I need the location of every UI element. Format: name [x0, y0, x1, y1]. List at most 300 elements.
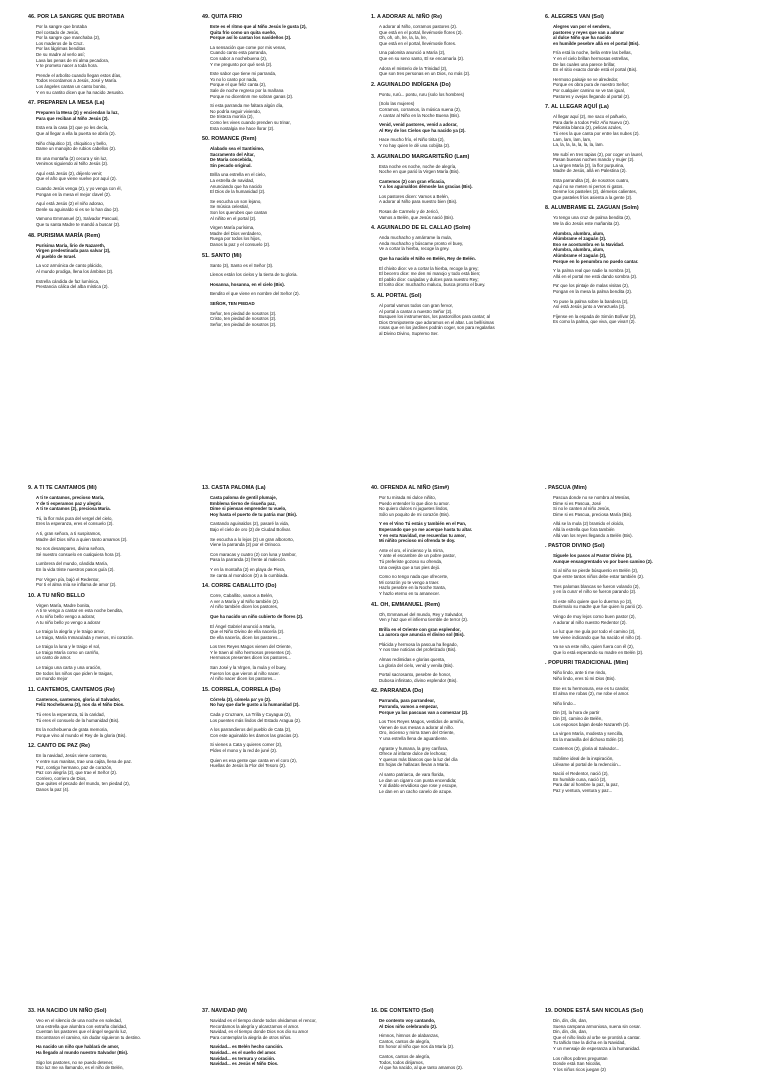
lyric-line: Quien es esa gente que canta en el coro (2), [210, 757, 297, 763]
lyric-line: Anda muchacho y búscame pronto el buey, [379, 240, 464, 246]
lyric-line: Ya se va este niño, quien fuera con él (2), [553, 644, 634, 650]
lyric-line: Los Tres Reyes Magos, vestidos de armiño, [379, 719, 465, 725]
lyric-line: Nació el Redentor, nació (2), [553, 771, 609, 777]
stanza [36, 629, 200, 640]
stanza [379, 303, 543, 337]
lyric-line: Todos, todos dirijamos, [379, 1059, 424, 1065]
lyric-line: al Divino Divino, Supremo Ser. [379, 330, 439, 336]
lyric-line: Por cualquier camino se ve tan igual, [553, 87, 625, 93]
stanza [553, 746, 717, 752]
song-title: 10. A TU NIÑO BELLO [28, 592, 85, 599]
lyric-line: Pascua donde no se nombra al Mesías, [553, 495, 631, 500]
lyric-line: Anda muchacho y amárrame la mula, [379, 235, 452, 241]
lyric-line: Una palomita anunció a María (2), [379, 50, 446, 56]
lyric-line: La virgen María (2), la flor purpurina, [553, 162, 625, 168]
lyric-line: Venid, venid pastores, venid a adorar, [379, 122, 458, 128]
lyric-line: Que está en el portal, llevémosle flores. [379, 40, 457, 46]
song [28, 100, 200, 228]
lyric-line: A ti, gran señora, a ti suspiramos, [36, 530, 102, 536]
lyric-line: Palomita blanca (2), pelicas azules, [553, 125, 623, 131]
song [202, 1008, 374, 1067]
lyric-line: Oro, incienso y mirra traen del Oriente, [379, 730, 455, 736]
lyric-line: El chivito dice: ve a cortar la hierba, recoge la grey; [379, 265, 479, 271]
song-title: 5. AL PORTAL (Sol) [371, 293, 422, 299]
stanza [210, 45, 374, 67]
lyric-line: Como no tengo nada que ofrecerte, [379, 574, 449, 580]
lyric-line: Tú eres la que canta por entre las nubes (2). [553, 130, 640, 136]
lyric-line: El Ángel Gabriel anunció a María, [210, 623, 276, 629]
lyric-line: En una montaña (2) cecura y sin luz, [36, 155, 108, 161]
lyric-line: A adorar al Niño para nuestro bien (Bis). [379, 199, 458, 205]
lyric-line: Y no hay quien le dé una cobijita (2). [379, 142, 451, 148]
stanza [553, 283, 717, 294]
song [202, 253, 374, 328]
lyric-line: Al llegar aquí (2), me saco el pañuelo, [553, 114, 627, 120]
lyric-line: No hay que darle gusto a la humanidad (2). [210, 702, 300, 708]
lyric-line: Adora el misterio de la Trinidad (2), [379, 65, 448, 71]
lyric-line: El becerro dice: me den mi manojo y todo está bien; [379, 271, 481, 277]
song-title: 48. PURISIMA MARÍA (Rem) [28, 232, 101, 239]
lyric-line: A ver a María y al Niño también (2). [210, 598, 280, 604]
lyric-line: Ese es tu hermosura, ese es tu candor, [553, 685, 630, 691]
stanza [36, 516, 200, 527]
lyric-line: Danos la paz (4). [36, 786, 70, 792]
lyric-line: Al niño también dicen los pastores, [210, 604, 279, 610]
stanza [553, 710, 717, 727]
lyric-line: En honor al niño que nos da María (2). [379, 1044, 455, 1050]
song [371, 293, 543, 337]
lyric-line: A adorar al niño nuestro Redentor (2). [553, 619, 627, 625]
stanza [553, 614, 717, 625]
lyric-line: Mi niñito precioso mi ofrenda te doy. [379, 538, 456, 544]
lyric-line: Corre, Caballito, vamos a Belén, [210, 593, 274, 599]
stanza [36, 712, 200, 723]
stanza [379, 612, 543, 623]
song [28, 485, 200, 588]
lyric-line: Pontu, rurú... pontu, ruru (solo los hombres) [379, 91, 465, 97]
column-3 [371, 485, 543, 799]
lyric-line: Al portal vamos todos con gran fervor, [379, 303, 453, 308]
stanza [379, 495, 543, 517]
lyric-line: Al pueblo de Israel. [36, 253, 77, 259]
song-title: 51. SANTO (Mi) [202, 252, 242, 259]
stanza [379, 1054, 543, 1071]
song [28, 593, 200, 682]
stanza [36, 125, 200, 136]
lyric-line: Eso luz me va llamando, es el niño de Belén, [36, 1065, 124, 1071]
page-row-1 [0, 14, 768, 469]
stanza [553, 756, 717, 767]
song [202, 583, 374, 682]
song [371, 1008, 543, 1071]
lyric-line: Hermoso paisaje se ve alrededor, [553, 76, 619, 82]
lyric-line: Por tu mirada mi dulce niñito, [379, 495, 436, 500]
lyric-line: Este es el ritmo que al Niño Jesús le gusta (2), [210, 24, 307, 29]
lyric-line: Le luz que me guía por todo el camino (2), [553, 629, 636, 635]
lyric-line: al dulce Niño que ha nacido [553, 35, 612, 41]
lyric-line: Suena campana armoniosa, suena sin cesar. [553, 1023, 641, 1029]
lyric-line: Siguele los pasos al Pastor Divino (2), [553, 553, 633, 559]
stanza [210, 225, 374, 247]
stanza [379, 92, 543, 98]
lyric-line: Din (3), la hora de partir [553, 710, 600, 716]
lyric-line: Fría está la noche, bella entre las bellas, [553, 50, 632, 56]
lyric-line: Si no le canten al niño Jesús, [553, 506, 611, 512]
stanza [210, 1018, 374, 1040]
lyric-line: Alumbra, alumbra, alum, [553, 247, 605, 253]
song [202, 485, 374, 578]
stanza [36, 141, 200, 152]
lyric-line: Le traigo la alegría y le traigo amor, [36, 629, 105, 635]
lyric-line: Y ante el escambre de un pobre pastor, [379, 553, 456, 559]
lyric-line: Que pasteles fríos asienta a la gente (2). [553, 194, 633, 200]
lyric-line: Feliz Nochebuena (3), nos da el Niño Dios. [36, 702, 125, 708]
stanza [379, 574, 543, 596]
lyric-line: La sensación que come por mis venas, [210, 44, 287, 50]
lyric-line: Cuando Jesús venga (2), y yo venga con él, [36, 186, 122, 192]
stanza [210, 552, 374, 563]
lyric-line: Los esposos bajan desde Nazareth (2). [553, 721, 630, 727]
lyric-line: Santo (3), Santo es el Señor (3). [210, 262, 274, 268]
lyric-line: Ofrece al infante dulce de lechosa; [379, 751, 447, 757]
lyric-line: Fíjense en la espada de Simón Bolívar (2), [553, 313, 637, 319]
lyric-line: Pastores y ovejas llegando al portal (2). [553, 93, 631, 99]
stanza [36, 561, 200, 572]
lyric-line: A ti te cantamos, precioso María, [36, 495, 105, 500]
lyric-line: Alegres van por el sendero, [553, 24, 611, 29]
lyric-line: Esta nostalgia me hace llorar (2). [210, 125, 275, 131]
lyric-line: Allá se la mula (2) bramido el oloído, [553, 521, 625, 527]
lyric-line: Que tu santa Madre te mandó a buscar (2). [36, 222, 121, 228]
lyric-line: Esta noche es noche, noche de alegría, [379, 163, 457, 169]
song-title: 47. PREPAREN LA MESA (La) [28, 100, 105, 107]
lyric-line: El Dios de la humanidad (2). [210, 189, 266, 195]
lyric-line: Yo tengo una cruz de palma bendita (2), [553, 215, 631, 221]
lyric-line: Le traigo, María Inmaculada y menos, mi corazón. [36, 634, 134, 640]
lyric-line: Dime si piensas emprender tu vuelo, [210, 506, 287, 512]
lyric-line: Allá en el portal me está dando sombra (2). [553, 273, 638, 279]
lyric-line: Por las lágrimas benditas [36, 46, 86, 52]
lyric-line: Y te prometo nacer a toda hora. [36, 63, 98, 69]
column-1 [28, 485, 200, 798]
lyric-line: Y de ti esperamos paz y alegría [36, 500, 102, 506]
lyric-line: pastores y reyes que van a adorar [553, 29, 625, 35]
chorus [379, 256, 543, 262]
lyric-line: En la navidad, Jesús viene contento, [36, 753, 108, 759]
lyric-line: Al niñito en el portal (2). [210, 215, 257, 221]
lyric-line: Le traigo María como un carriño, [36, 649, 100, 655]
stanza [553, 1018, 717, 1052]
song-title: 7. AL LLEGAR AQUÍ (La) [545, 104, 609, 111]
stanza [379, 672, 543, 683]
lyric-line: Hazlo pesebre en la Noche Santa, [379, 585, 446, 591]
lyric-line: Vienen de sus mesas a adorar al niño. [379, 724, 454, 730]
chorus [36, 243, 200, 260]
lyric-line: Para que reciban al Niño Jesús (2). [36, 115, 109, 121]
chorus [379, 122, 543, 133]
stanza [36, 201, 200, 212]
lyric-line: No podría seguir viviendo, [210, 108, 262, 114]
song [545, 14, 717, 99]
song-title: 16. DE CONTENTO (Sol) [371, 1008, 434, 1014]
lyric-line: Hace mucho frío, el Niño tirita (2), [379, 137, 445, 143]
lyric-line: Al portal a cantar a nuestro Señor (2). [379, 308, 453, 314]
lyric-line: Con este aguinaldo les damos las gracias (2). [210, 732, 300, 738]
page-row-2 [0, 485, 768, 1000]
lyric-line: Que el año que viene vuelve por aquí (2). [36, 176, 117, 182]
lyric-line: Los maderos de la Cruz. [36, 40, 84, 46]
song [371, 154, 543, 221]
song [28, 687, 200, 739]
lyric-line: Sacramento del Altar, [210, 151, 255, 157]
stanza [379, 642, 543, 653]
song [545, 485, 717, 538]
lyric-line: Y un mensaje de esperanza a la humanidad. [553, 1045, 641, 1051]
lyric-line: Aquí está Jesús (2) el niño adorao, [36, 201, 105, 207]
stanza [36, 1018, 200, 1040]
lyric-line: Hosanna, hosanna, en el cielo (Bis). [210, 281, 285, 287]
stanza [210, 311, 374, 328]
lyric-line: Oh, oh, oh, lre, la, la, lre, [379, 35, 428, 41]
lyric-line: Tu tañido trae la dicha en la Navidad, [553, 1040, 626, 1046]
song [371, 602, 543, 684]
lyric-line: Que ha nacido el Niño en Belén, Rey de Belén. [379, 256, 476, 262]
lyric-line: De las cuales una parece brillar, [553, 61, 616, 67]
lyric-line: En humilde cuna, nació (2), [553, 776, 607, 782]
stanza [553, 1056, 717, 1073]
stanza [379, 719, 543, 741]
lyric-line: La voz armónica de canto plácido, [36, 263, 103, 269]
lyric-line: Puedo entender lo que dice tu amor. [379, 500, 450, 506]
stanza [379, 209, 543, 220]
column-2 [202, 485, 374, 774]
lyric-line: Llenos están los cielos y la tierra de tu gloria. [210, 272, 298, 278]
lyric-line: Que en su seno santo, El se encarnaría (2). [379, 55, 465, 61]
lyric-line: Si este niño quiere que lo duerma yo (2), [553, 598, 633, 604]
lyric-line: Navidad es el tiempo donde todos olvidamos el rencor, [210, 1018, 317, 1023]
stanza [379, 772, 543, 794]
stanza [379, 548, 543, 570]
lyric-line: El torito dice: muchacho malucu, busca pronto el buey. [379, 282, 486, 288]
lyric-line: Hoy hasta el puerto de tu patria mar (Bis). [210, 511, 298, 517]
stanza [379, 164, 543, 175]
song-title: 50. ROMANCE (Rem) [202, 136, 257, 143]
lyric-line: Corriero, corriero de Dios, [36, 775, 87, 781]
lyric-line: Viene la parranda (2) por el Orinoco. [210, 542, 282, 548]
lyric-line: Encontraron el camino, sin dudar siguieron tu destino. [36, 1034, 141, 1040]
lyric-line: Que está en el portal, llevémosle flores (2). [379, 29, 463, 35]
lyric-line: Emblema tierno de risueña paz, [210, 500, 276, 506]
lyric-line: Preparen la Mesa (2) y enciendan la luz, [36, 110, 119, 116]
stanza [36, 531, 200, 542]
song-title: 15. CORRELA, CORRELA (Do) [202, 686, 281, 693]
lyric-line: Allá la estrella que fora también [553, 526, 615, 532]
lyric-line: Pasan buenas noches mando y mujer (2). [553, 157, 635, 163]
lyric-line: Sigo los pastores, no se puedo detener, [36, 1059, 114, 1065]
stanza [36, 171, 200, 182]
lyric-line: Vamos a Belén, que Jesús nació (Bis). [379, 214, 455, 220]
lyric-line: Mi corazón yo te vengo a traer. [379, 579, 440, 585]
stanza [210, 644, 374, 661]
stanza [553, 314, 717, 325]
lyric-line: Se canta al mondcion (2) a la cumbiada. [210, 572, 289, 578]
lyric-line: un canto de amor. [36, 655, 72, 661]
stanza [379, 24, 543, 46]
lyric-line: Ven y haz que el infierno tiemble de terror (2). [379, 617, 469, 623]
lyric-line: Es como la palma, que viva, que viva!! (2). [553, 319, 636, 325]
lyric-line: Le dan en un cacho canelo de azupe. [379, 788, 453, 794]
stanza [36, 73, 200, 95]
lyric-line: Y los niños ricos juegan (2) [553, 1066, 606, 1072]
lyric-line: Madre del Dios niño a quien tanto amamos (2). [36, 536, 128, 542]
lyric-line: Que entre tantos niños debe estar también (2). [553, 573, 645, 579]
column-1 [28, 14, 200, 295]
stanza [210, 71, 374, 99]
lyric-line: Al niño nacer dicen los pastores... [210, 676, 276, 682]
lyric-line: Madre del Dios verdadero, [210, 230, 262, 236]
lyric-line: Por la sangre que manchaba (2), [36, 35, 101, 41]
lyric-line: Brilla en el Oriente con gran esplendor, [379, 626, 461, 632]
song [545, 660, 717, 793]
lyric-line: A los parrandieros del pueblo de Cata (2), [210, 727, 292, 733]
stanza [36, 577, 200, 588]
song-title: 11. CANTEMOS, CANTEMOS (Re) [28, 686, 115, 693]
lyric-line: Los pastores dicen: Vamos a Belén, [379, 193, 449, 199]
lyric-line: Señor, ten piedad de nosotros (2). [210, 321, 277, 327]
lyric-line: Y la palma real que nadie la nombra (2), [553, 268, 632, 274]
song-title: . POPURRI TRADICIONAL (Mim) [545, 660, 629, 667]
stanza [36, 1060, 200, 1071]
lyric-line: Cantos, cantos de alegría, [379, 1053, 431, 1059]
lyric-line: Lumbrera del mundo, cándida María, [36, 561, 108, 567]
stanza [553, 299, 717, 310]
lyric-line: Así está Jesús junto a Venezuela (2). [553, 304, 626, 310]
lyric-line: Al que ha nacido, al que tanto amamos (2). [379, 1065, 463, 1071]
lyric-line: Duérmalo su madre que fue quien lo parió (2). [553, 604, 643, 610]
chorus [210, 697, 374, 708]
lyric-line: Purísima María, lirio de Nazareth, [36, 242, 106, 248]
lyric-line: Cantemos (2) con gran eficacia, [379, 178, 446, 184]
stanza [379, 657, 543, 668]
lyric-line: De ella nacería, dicen los pastores... [210, 634, 282, 640]
lyric-line: Cantemos, cantemos, gloria al Salvador, [36, 696, 121, 702]
lyric-line: Sólo un poquito de mi corazón (Bis). [379, 511, 450, 517]
lyric-line: Si esta parranda me faltara algún día, [210, 103, 284, 109]
lyric-line: Navidad, es el tiempo donde Dios nos dio su amor [210, 1029, 309, 1035]
lyric-line: Dime si es Pascua, José [553, 500, 602, 506]
lyric-line: (Solo las mujeres) [379, 101, 415, 107]
lyric-line: Le traigo una carta y una oración, [36, 665, 102, 671]
chorus [379, 179, 543, 190]
lyric-line: Una ovejita que a tus pies dejó. [379, 564, 441, 570]
stanza [379, 137, 543, 148]
stanza [553, 701, 717, 707]
column-2 [202, 1008, 374, 1072]
lyric-line: A tu niño bello vengo a adorar, [36, 613, 96, 619]
chorus [553, 231, 717, 265]
song [202, 136, 374, 248]
lyric-line: Para contemplar la alegría de otros niños. [210, 1034, 292, 1040]
lyric-line: Que son tres personas en un Dios, no más (2). [379, 71, 471, 77]
lyric-line: Denme los pasteles (2), démelos calientes, [553, 189, 637, 195]
stanza [210, 103, 374, 131]
chorus [379, 1018, 543, 1029]
song-title: 49. QUITA FRIO [202, 14, 243, 20]
lyric-line: Esta parrandita (2), de nosotros cuatro, [553, 178, 630, 184]
lyric-line: Prestancia cálica del alba mística (2). [36, 284, 109, 290]
lyric-line: Himnos, himnos de alabanzas, [379, 1033, 440, 1039]
stanza [553, 584, 717, 595]
song-title: 41. OH, EMMANUEL (Rem) [371, 601, 440, 608]
lyric-line: Son los querubes que cantan [210, 210, 268, 216]
column-1 [28, 1008, 200, 1076]
lyric-line: Niño chiquitico (2), chiquitico y bello, [36, 140, 108, 146]
song-title: 13. CASTA PALOMA (La) [202, 485, 266, 491]
lyric-line: Dame un manojito de rubios cabellos (2). [36, 146, 117, 152]
song-title: 33. HA NACIDO UN NIÑO (Sol) [28, 1008, 107, 1014]
song-title: 37. NAVIDAD (Mi) [202, 1008, 248, 1014]
song-title: 8. ALUMBRAME EL ZAGUAN (Solm) [545, 205, 639, 212]
lyric-line: A ti te cantamos (2), preciosa María. [36, 506, 111, 512]
lyric-line: Virgen predestinada para salvar (2), [36, 248, 111, 254]
lyric-line: Señor, ten piedad de nosotros (2). [210, 310, 277, 316]
chorus [379, 627, 543, 638]
chorus [36, 110, 200, 121]
lyric-line: Al santo patriarca, de vara florida, [379, 771, 445, 777]
chorus [210, 24, 374, 41]
stanza [553, 629, 717, 640]
column-3 [371, 1008, 543, 1076]
lyric-line: Ve a cortar la hierba, recoge la grey. [379, 246, 450, 252]
song-title: 12. CANTO DE PAZ (Re) [28, 743, 90, 750]
stanza [36, 263, 200, 274]
lyric-line: Din, din, din, dan, [553, 1029, 588, 1035]
song [371, 14, 543, 77]
chorus [210, 614, 374, 620]
lyric-line: Al Rey de los Cielos que ha nacido ya (2). [379, 127, 466, 133]
lyric-line: Y en la montaña (2) en playa de Piera, [210, 566, 286, 572]
song [202, 14, 374, 131]
lyric-line: Que el niño lindo al orbe se prontirá a cantar. [553, 1034, 641, 1040]
lyric-line: Estrella cándida de faz lumínica, [36, 278, 100, 284]
lyric-line: Tú eres la esperanza, tú la caridad, [36, 712, 105, 718]
stanza [379, 266, 543, 288]
chorus [210, 1044, 374, 1066]
lyric-line: Alumbra, alumbra, alum, [553, 230, 605, 236]
lyric-line: Esperando que yo me acerque hasta tu altar. [379, 526, 473, 532]
stanza [210, 263, 374, 269]
lyric-line: Si al niño se pierde búsquenlo en Belén (2), [553, 568, 639, 574]
song [371, 82, 543, 149]
stanza [379, 50, 543, 61]
lyric-line: Que quites el pecado del mundo, ten piedad (2), [36, 781, 130, 787]
stanza [553, 114, 717, 148]
lyric-line: y en la cuna' el niño se fueron parando (2). [553, 589, 637, 595]
column-4 [545, 485, 717, 799]
stanza [379, 66, 543, 77]
stanza [210, 624, 374, 641]
lyric-line: Oh, Emmanuel del mundo, Rey y Salvador, [379, 611, 464, 617]
lyric-line: Los tres Reyes Magos vienen del Oriente, [210, 644, 292, 650]
lyric-line: Venimos siguiendo al Niño Jesús (2). [36, 161, 109, 167]
stanza [210, 742, 374, 753]
stanza [36, 216, 200, 227]
lyric-line: Sale de noche regreso por la mañana [210, 87, 284, 93]
song [28, 14, 200, 95]
song-title: 40. OFRENDA AL NIÑO (Sim#) [371, 485, 450, 491]
lyric-line: A tu niño bello yo vengo a adorar [36, 619, 101, 625]
lyric-line: Por ti el alma mía se inflama de amor (2). [36, 582, 117, 588]
